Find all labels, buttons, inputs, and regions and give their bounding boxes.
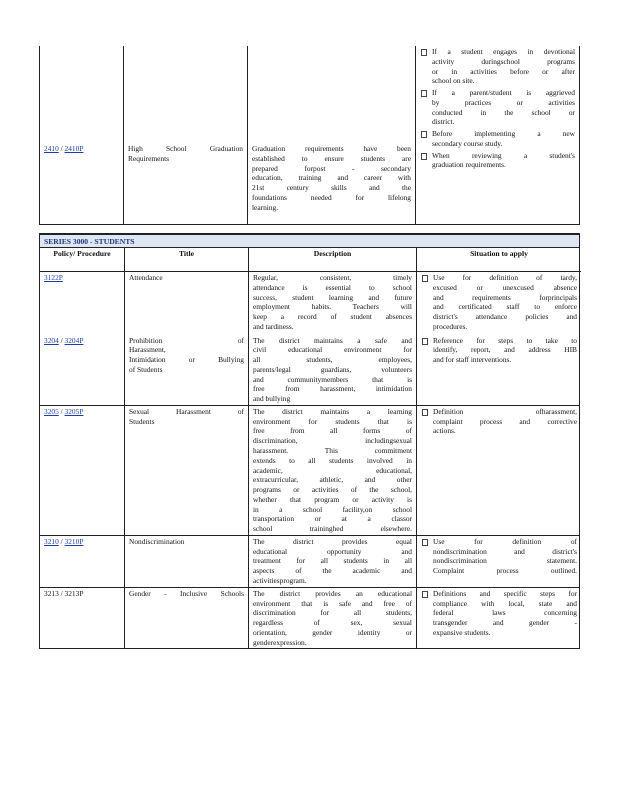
situation-cell xyxy=(416,536,581,587)
situation-item xyxy=(420,47,575,86)
situation-line: transgender and gender - xyxy=(433,618,577,628)
description-line: keep a record of student absences xyxy=(253,312,412,322)
description-cell xyxy=(248,406,416,535)
situation-line: procedures. xyxy=(433,321,468,331)
situation-item xyxy=(421,336,577,365)
description-line: in a school facility,on school xyxy=(253,504,412,514)
situation-line: actions. xyxy=(433,426,456,436)
situation-line: Reference for steps to take to xyxy=(433,335,577,345)
description-line: educational opportunity and xyxy=(253,546,412,556)
description-line: free from harassment, intimidation xyxy=(253,384,412,394)
description-line: treatment for all students in all xyxy=(253,556,412,566)
header-description: Description xyxy=(248,248,416,272)
description-line: The district maintains a learning xyxy=(253,406,412,416)
description-line: programs or activities of the school, xyxy=(253,485,412,495)
situation-line: compliance with local, state and xyxy=(433,598,577,608)
policy-table xyxy=(39,46,580,649)
table-row-3205 xyxy=(40,406,579,536)
title-cell xyxy=(124,335,248,405)
table-row-3204 xyxy=(40,335,579,406)
table-row-3122 xyxy=(40,272,579,335)
description-line: harassment. This commitment xyxy=(253,446,412,456)
title-line: of Students xyxy=(129,364,163,374)
description-line: discrimination, includingsexual xyxy=(253,436,412,446)
table-row-2410 xyxy=(39,46,580,225)
title-line: Nondiscrimination xyxy=(129,536,185,546)
header-title: Title xyxy=(124,248,248,272)
situation-item xyxy=(421,407,577,436)
description-line: transportation or at a classor xyxy=(253,514,412,524)
description-line: prepared forpost - secondary xyxy=(252,163,411,173)
policy-cell: 3205 / 3205P xyxy=(44,406,84,416)
procedure-link[interactable]: 3205P xyxy=(64,406,84,416)
situation-item xyxy=(421,537,577,576)
situation-cell xyxy=(415,46,580,224)
situation-line: If a student engages in devotional xyxy=(432,47,575,56)
situation-line: If a parent/student is aggrieved xyxy=(432,88,575,98)
policy-cell: 3210 / 3210P xyxy=(44,536,84,546)
header-situation: Situation to apply xyxy=(416,248,581,272)
situation-item xyxy=(420,129,575,149)
policy-cell xyxy=(40,272,124,335)
situation-line: excused or unexcused absence xyxy=(433,282,577,292)
situation-line: district. xyxy=(432,117,455,127)
policy-link[interactable]: 3204 xyxy=(44,335,59,345)
situation-line: nondiscrimination and district's xyxy=(433,546,577,556)
situation-line: graduation requirements. xyxy=(432,160,506,170)
situation-line: nondiscrimination statement. xyxy=(433,556,577,566)
description-cell xyxy=(248,536,416,587)
description-cell xyxy=(248,335,416,405)
description-line: aspects of the academic and xyxy=(253,566,412,576)
description-line: whether that program or activity is xyxy=(253,494,412,504)
title-line: Students xyxy=(129,416,155,426)
title-cell xyxy=(124,272,248,335)
description-line: success, student learning and future xyxy=(253,292,412,302)
situation-line: by practices or activities xyxy=(432,97,575,107)
situation-item xyxy=(421,273,577,332)
description-line: The district provides an educational xyxy=(253,588,412,598)
description-line: free from all forms of xyxy=(253,426,412,436)
policy-link[interactable]: 3210 xyxy=(44,536,59,546)
description-line: The district provides equal xyxy=(253,536,412,546)
series-section xyxy=(39,233,580,649)
policy-cell: 3213 / 3213P xyxy=(44,588,84,598)
title-cell xyxy=(124,536,248,587)
description-cell xyxy=(247,46,415,224)
situation-line: conducted in the school or xyxy=(432,107,575,117)
description-line: and communitymembers that is xyxy=(253,374,412,384)
table-row-3210 xyxy=(40,536,579,588)
description-line: The district maintains a safe and xyxy=(253,335,412,345)
description-cell xyxy=(248,588,416,649)
situation-cell xyxy=(416,272,581,335)
description-line: 21st century skills and the xyxy=(252,183,411,193)
situation-line: or in activities before or after xyxy=(432,66,575,76)
situation-line: identify, report, and address HIB xyxy=(433,345,577,355)
policy-number: 3213 xyxy=(44,588,59,598)
header-policy: Policy/ Procedure xyxy=(40,248,124,272)
description-line: civil educational environment for xyxy=(253,345,412,355)
description-line: attendance is essential to school xyxy=(253,282,412,292)
description-line: activitiesprogram. xyxy=(253,575,307,585)
description-line: Graduation requirements have been xyxy=(252,144,411,153)
description-line: and tardiness. xyxy=(253,321,294,331)
situation-line: Complaint process outlined. xyxy=(433,566,577,576)
situation-item xyxy=(421,589,577,638)
procedure-link[interactable]: 3210P xyxy=(64,536,84,546)
situation-cell xyxy=(416,406,581,535)
description-line: orientation, gender identity or xyxy=(253,627,412,637)
procedure-number: 3213P xyxy=(64,588,84,598)
policy-link[interactable]: 3205 xyxy=(44,406,59,416)
description-line: all students, employees, xyxy=(253,355,412,365)
description-line: learning. xyxy=(252,202,279,212)
description-line: employment habits. Teachers will xyxy=(253,302,412,312)
title-line: Prohibition of xyxy=(129,335,244,345)
situation-line: and for staff interventions. xyxy=(433,355,512,365)
table-header-row xyxy=(40,248,579,272)
title-line: Sexual Harassment of xyxy=(129,406,244,416)
situation-line: Before implementing a new xyxy=(432,129,575,139)
procedure-link[interactable]: 3204P xyxy=(64,335,84,345)
title-line: Gender - Inclusive Schools xyxy=(129,588,244,598)
title-cell xyxy=(124,406,248,535)
policy-cell: 2410 / 2410P xyxy=(39,46,123,224)
table-row-3213 xyxy=(40,588,579,649)
situation-line: Use for definition of tardy, xyxy=(433,273,577,282)
policy-link[interactable]: 3122P xyxy=(44,273,63,282)
situation-line: activity duringschool programs xyxy=(432,56,575,66)
description-line: environment that is safe and free of xyxy=(253,598,412,608)
procedure-link[interactable]: 2410P xyxy=(64,144,84,153)
situation-line: When reviewing a student's xyxy=(432,150,575,160)
description-line: regardless of sex, sexual xyxy=(253,618,412,628)
situation-line: Definition ofharassment, xyxy=(433,406,577,416)
situation-line: and requirements forprincipals xyxy=(433,292,577,302)
situation-line: complaint process and corrective xyxy=(433,416,577,426)
situation-line: secondary course study. xyxy=(432,138,503,148)
description-line: academic, educational, xyxy=(253,465,412,475)
policy-cell: 3204 / 3204P xyxy=(44,335,84,345)
description-line: established to ensure students are xyxy=(252,153,411,163)
situation-line: and certificated staff to enforce xyxy=(433,302,577,312)
situation-line: district's attendance policies and xyxy=(433,312,577,322)
situation-item xyxy=(420,88,575,127)
title-line: Attendance xyxy=(129,273,163,282)
situation-cell xyxy=(416,335,581,405)
description-line: environment for students that is xyxy=(253,416,412,426)
title-line: Harassment, xyxy=(129,345,166,355)
title-line: Intimidation or Bullying xyxy=(129,355,244,365)
description-line: Regular, consistent, timely xyxy=(253,273,412,282)
description-line: extends to all students involved in xyxy=(253,455,412,465)
description-line: extracurricular, athletic, and other xyxy=(253,475,412,485)
situation-line: Use for definition of xyxy=(433,536,577,546)
situation-item xyxy=(420,151,575,171)
description-line: school traininghed elsewhere. xyxy=(253,524,412,534)
description-line: education, training and career with xyxy=(252,173,411,183)
policy-link[interactable]: 2410 xyxy=(44,144,59,153)
title-line: High School Graduation xyxy=(128,144,243,153)
situation-line: school on site. xyxy=(432,76,475,86)
title-cell xyxy=(123,46,247,224)
description-cell xyxy=(248,272,416,335)
situation-line: federal laws concerning xyxy=(433,608,577,618)
title-cell xyxy=(124,588,248,649)
situation-cell xyxy=(416,588,581,649)
description-line: parents/legal guardians, volunteers xyxy=(253,364,412,374)
title-line: Requirements xyxy=(128,153,170,163)
situation-line: expansive students. xyxy=(433,627,491,637)
description-line: discrimination for all students, xyxy=(253,608,412,618)
description-line: foundations needed for lifelong xyxy=(252,192,411,202)
description-line: and bullying xyxy=(253,394,291,404)
description-line: genderexpression. xyxy=(253,637,307,647)
series-title: SERIES 3000 - STUDENTS xyxy=(40,235,579,248)
situation-line: Definitions and specific steps for xyxy=(433,588,577,598)
